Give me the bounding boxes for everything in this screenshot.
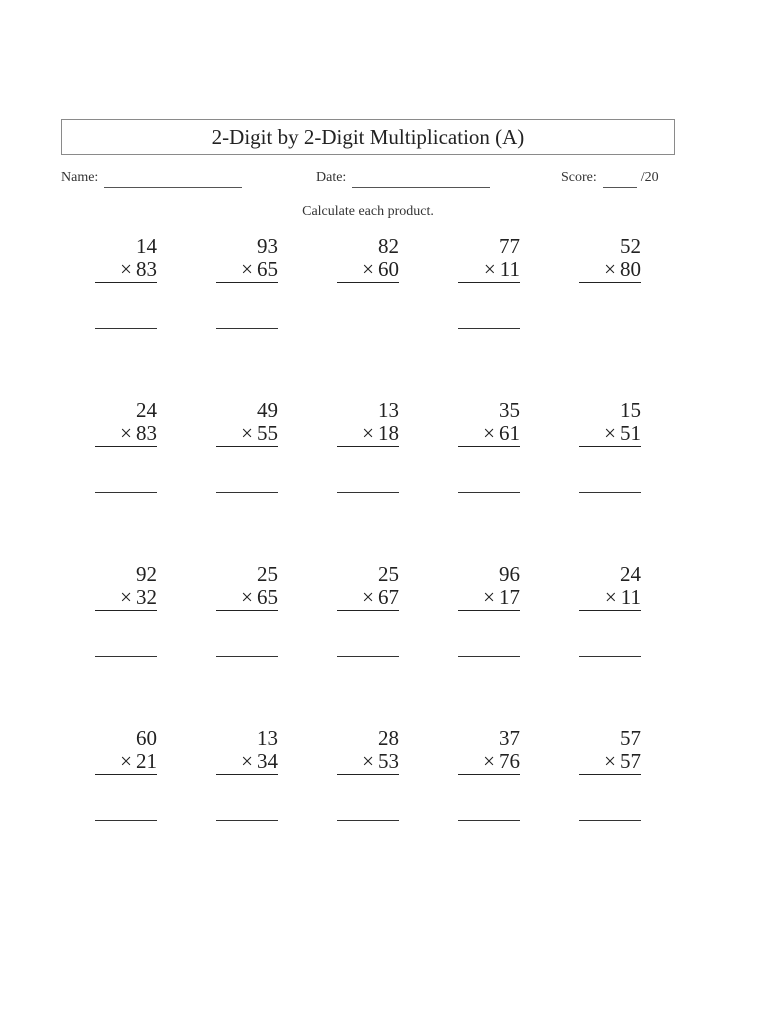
times-symbol: ×	[241, 421, 253, 445]
multiplier: 51	[620, 421, 641, 445]
multiplier: 83	[136, 257, 157, 281]
answer-line[interactable]	[216, 820, 278, 821]
times-symbol: ×	[604, 421, 616, 445]
multiplier-row	[337, 748, 399, 775]
problem-16	[95, 725, 157, 889]
multiplier-row	[95, 584, 157, 611]
problem-5	[579, 233, 641, 397]
multiplier: 67	[378, 585, 399, 609]
problem-2	[216, 233, 278, 397]
times-symbol: ×	[120, 585, 132, 609]
times-symbol: ×	[362, 749, 374, 773]
multiplier: 34	[257, 749, 278, 773]
multiplier-row	[95, 420, 157, 447]
instructions: Calculate each product.	[302, 204, 434, 219]
score-blank-line[interactable]	[603, 169, 637, 188]
multiplier-row	[579, 584, 641, 611]
times-symbol: ×	[483, 585, 495, 609]
multiplicand: 93	[257, 234, 278, 258]
worksheet-title: 2-Digit by 2-Digit Multiplication (A)	[211, 124, 525, 149]
times-symbol: ×	[362, 257, 374, 281]
problem-12	[216, 561, 278, 725]
multiplier: 32	[136, 585, 157, 609]
multiplier-row	[216, 256, 278, 283]
problem-14	[458, 561, 520, 725]
name-label: Name:	[61, 170, 99, 185]
problem-18	[337, 725, 399, 889]
student-info-row	[61, 168, 681, 192]
problem-20	[579, 725, 641, 889]
problem-7	[216, 397, 278, 561]
worksheet-title-box	[61, 119, 675, 155]
multiplicand: 14	[136, 234, 157, 258]
multiplier: 60	[378, 257, 399, 281]
answer-line[interactable]	[216, 328, 278, 329]
date-field-group	[316, 168, 490, 188]
multiplier: 76	[499, 749, 520, 773]
multiplicand: 25	[378, 562, 399, 586]
times-symbol: ×	[362, 421, 374, 445]
problem-4	[458, 233, 520, 397]
multiplier-row	[458, 256, 520, 283]
multiplicand: 57	[620, 726, 641, 750]
times-symbol: ×	[241, 749, 253, 773]
times-symbol: ×	[362, 585, 374, 609]
times-symbol: ×	[604, 257, 616, 281]
multiplicand: 25	[257, 562, 278, 586]
multiplicand: 37	[499, 726, 520, 750]
answer-line[interactable]	[95, 820, 157, 821]
multiplier-row	[95, 748, 157, 775]
date-blank-line[interactable]	[352, 169, 490, 188]
multiplier-row	[579, 420, 641, 447]
problem-13	[337, 561, 399, 725]
multiplicand: 92	[136, 562, 157, 586]
problem-19	[458, 725, 520, 889]
answer-line[interactable]	[458, 492, 520, 493]
multiplicand: 28	[378, 726, 399, 750]
problem-11	[95, 561, 157, 725]
multiplier-row	[337, 420, 399, 447]
answer-line[interactable]	[458, 820, 520, 821]
answer-line[interactable]	[579, 820, 641, 821]
multiplicand: 13	[378, 398, 399, 422]
multiplier: 80	[620, 257, 641, 281]
times-symbol: ×	[483, 749, 495, 773]
multiplicand: 49	[257, 398, 278, 422]
multiplier-row	[337, 584, 399, 611]
multiplier: 21	[136, 749, 157, 773]
problem-8	[337, 397, 399, 561]
multiplicand: 24	[136, 398, 157, 422]
answer-line[interactable]	[95, 492, 157, 493]
multiplier-row	[216, 584, 278, 611]
times-symbol: ×	[604, 749, 616, 773]
multiplier: 65	[257, 257, 278, 281]
answer-line[interactable]	[458, 656, 520, 657]
answer-line[interactable]	[337, 820, 399, 821]
multiplicand: 35	[499, 398, 520, 422]
answer-line[interactable]	[579, 492, 641, 493]
answer-line[interactable]	[216, 492, 278, 493]
name-field-group	[61, 168, 242, 188]
problem-17	[216, 725, 278, 889]
multiplier-row	[216, 748, 278, 775]
multiplicand: 52	[620, 234, 641, 258]
multiplier-row	[95, 256, 157, 283]
multiplier-row	[458, 748, 520, 775]
multiplier: 11	[620, 585, 641, 609]
multiplier: 55	[257, 421, 278, 445]
multiplier-row	[579, 748, 641, 775]
problem-9	[458, 397, 520, 561]
multiplier: 53	[378, 749, 399, 773]
multiplier: 18	[378, 421, 399, 445]
answer-line[interactable]	[579, 656, 641, 657]
times-symbol: ×	[483, 257, 496, 281]
name-blank-line[interactable]	[104, 169, 242, 188]
problem-10	[579, 397, 641, 561]
multiplier-row	[458, 584, 520, 611]
multiplicand: 24	[620, 562, 641, 586]
multiplicand: 77	[499, 234, 520, 258]
score-label: Score:	[561, 170, 597, 185]
multiplicand: 96	[499, 562, 520, 586]
multiplier: 65	[257, 585, 278, 609]
problem-1	[95, 233, 157, 397]
answer-line[interactable]	[95, 656, 157, 657]
multiplier-row	[458, 420, 520, 447]
times-symbol: ×	[120, 749, 132, 773]
multiplier: 83	[136, 421, 157, 445]
score-field-group	[561, 168, 659, 188]
multiplier-row	[579, 256, 641, 283]
multiplier: 11	[499, 257, 520, 281]
score-total: /20	[640, 170, 659, 185]
date-label: Date:	[316, 170, 347, 185]
times-symbol: ×	[241, 257, 253, 281]
answer-line[interactable]	[216, 656, 278, 657]
times-symbol: ×	[604, 585, 617, 609]
times-symbol: ×	[241, 585, 253, 609]
multiplicand: 82	[378, 234, 399, 258]
multiplicand: 60	[136, 726, 157, 750]
problem-grid	[95, 233, 655, 889]
multiplier-row	[216, 420, 278, 447]
answer-line[interactable]	[95, 328, 157, 329]
problem-15	[579, 561, 641, 725]
problem-6	[95, 397, 157, 561]
answer-line[interactable]	[337, 492, 399, 493]
multiplier: 61	[499, 421, 520, 445]
multiplier: 57	[620, 749, 641, 773]
multiplicand: 13	[257, 726, 278, 750]
times-symbol: ×	[120, 421, 132, 445]
multiplier: 17	[499, 585, 520, 609]
times-symbol: ×	[120, 257, 132, 281]
answer-line[interactable]	[458, 328, 520, 329]
problem-3	[337, 233, 399, 397]
times-symbol: ×	[483, 421, 495, 445]
multiplicand: 15	[620, 398, 641, 422]
multiplier-row	[337, 256, 399, 283]
answer-line[interactable]	[337, 656, 399, 657]
